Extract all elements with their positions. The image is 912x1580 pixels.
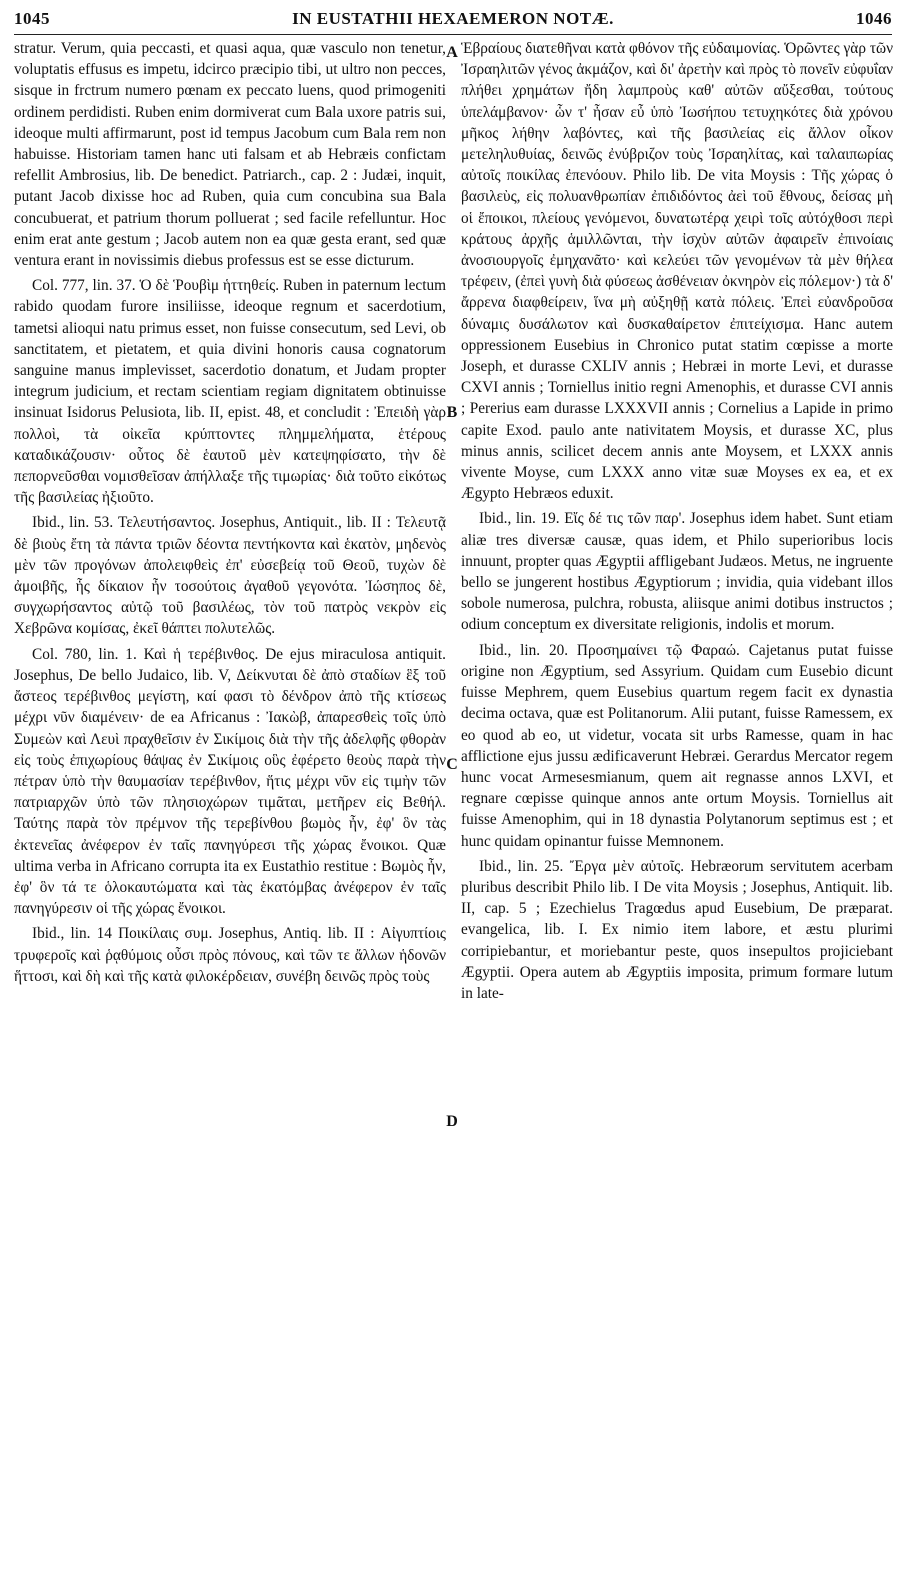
margin-marker-a: A — [446, 44, 458, 61]
paragraph: Ibid., lin. 14 Ποικίλαις συμ. Josephus, Antiq. lib. II : Αἰγυπτίοις τρυφεροῖς καὶ ῥᾳθύμοις οὖσι πρὸς πόνους, καὶ τῶν τε ἄλλων ἡδονῶν ἥττοσι, καὶ δὴ καὶ τῆς κατὰ φιλοκέρδειαν, συνέβη δεινῶς πρὸς τοὺς — [14, 925, 446, 985]
paragraph: Ibid., lin. 20. Προσημαίνει τῷ Φαραώ. Cajetanus putat fuisse origine non Ægyptium, sed Assyrium. Quidam cum Eusebio dicunt fuisse Mephrem, quem Eusebius quartum regem facit ex dynastia decima octava, quæ est Politanorum. Alii putant, fuisse Ramessem, ex eo quod ab eo, ut videtur, vocata sit urbs Ramesse, quam in hac afflictione ejus jussu ædificaverunt Hebræi. Gerardus Mercator regem hunc vocat Armesesmianum, quem ait regnasse annos LXVI, et regnare cœpisse quinque annos ante ortum Moysis. Torniellus ait fuisse Amenophim, qui in 18 dynastia Polytanorum septimus est ; et hunc quidam opinantur fuisse Memnonem. — [461, 641, 893, 850]
paragraph: Ibid., lin. 25. Ἔργα μὲν αὐτοῖς. Hebræorum servitutem acerbam pluribus describit Philo lib. I De vita Moysis ; Josephus, Antiquit. lib. II, cap. 5 ; Ezechielus Tragœdus apud Eusebium, De præparat. evangelica, lib. I. Ex nimio item labore, et æstu plurimi corripiebantur, et moriebantur peste, quos insepultos projiciebant Ægyptii. Opera autem ab Ægyptiis imposita, primum formare lutum in late- — [461, 857, 893, 1002]
paragraph: Ἑβραίους διατεθῆναι κατὰ φθόνον τῆς εὐδαιμονίας. Ὁρῶντες γὰρ τῶν Ἰσραηλιτῶν γένος ἀκμάζον, καὶ δι' ἀρετὴν καὶ πρὸς τὸ πονεῖν εὐφυΐαν πλήθει χρημάτων ἤδη λαμπροὺς καθ' αὐτῶν αὔξεσθαι, τούτους ὑπελάμβανον· ὧν τ' ἦσαν εὖ ὑπὸ Ἰωσήπου τετυχηκότες διὰ χρόνου μῆκος λήθην λαβόντες, καὶ τῆς βασιλείας εἰς ἄλλον οἶκον μετεληλυθυίας, δεινῶς ἐνύβριζον τοὺς Ἰσραηλίτας, καὶ ταλαιπωρίας αὐτοῖς ποικίλας ἐπενόουν. Philo lib. De vita Moysis : Τῆς χώρας ὁ βασιλεὺς, εἰς πολυανθρωπίαν ἐπιδιδόντος ἀεὶ τοῦ ἔθνους, δείσας μὴ οἱ ἔποικοι, πλείους γενόμενοι, δυνατωτέρᾳ χειρὶ τοῖς αὐτόχθοσι περὶ κράτους ἀρχῆς ἁμιλλῶνται, τὴν ἰσχὺν αὐτῶν ἀφαιρεῖν ἐπινοίαις ἀνοσιουργοῖς ἐμηχανᾶτο· καὶ κελεύει τῶν γενομένων τὰ μὲν θήλεα τρέφειν, (ἐπεὶ γυνὴ διὰ φύσεως ἀσθένειαν ὀκνηρὸν εἰς πόλεμον·) τὰ δ' ἄρρενα διαφθείρειν, ἵνα μὴ αὐξηθῇ κατὰ πόλεις. Ἐπεὶ εὐανδροῦσα δύναμις δυσάλωτον καὶ δυσκαθαίρετον ἐπιτείχισμα. Hanc autem oppressionem Eusebius in Chronico putat statim cœpisse a morte Joseph, et durasse CXLIV annis ; Hebræi in morte Levi, et durasse CXVI annis ; Torniellus initio regni Amenophis, et durasse CVI annis ; Pererius eam durasse LXXXVII annis ; Cornelius a Lapide in primo capite Exod. paulo ante nativitatem Moysis, et durasse XC, plus minus annis, scilicet decem annis ante Moysem, et LXXX annis vivente Moyse, cum LXXX anno vitæ suæ Moyses ex ea, et ex Ægypto Hebræos eduxit. — [461, 40, 893, 503]
page-number-left: 1045 — [14, 9, 50, 28]
margin-marker-b: B — [446, 404, 458, 421]
paragraph: stratur. Verum, quia peccasti, et quasi aqua, quæ vasculo non tenetur, voluptatis effusus es impetu, idcirco præcipio tibi, ut ultro non pecces, sisque in frctrum numero pœnam ex peccato luens, quod primogeniti ordinem perdidisti. Ruben enim dormiverat cum Bala uxore patris sui, ideoque multi affirmarunt, post id tempus Jacobum cum Bala rem non habuisse. Historiam tamen hanc uti falsam et ab Hebræis confictam refellit Ambrosius, lib. De benedict. Patriarch., cap. 2 : Judæi, inquit, putant Jacob dixisse hoc ad Ruben, quia cum concubina sua Bala concubuerat, et patrium thorum polluerat ; sed facile refelluntur. Hoc enim erat ante gestum ; Jacob autem non ea quæ gesta erant, sed quæ ventura erant in novissimis diebus professus est se esse dicturum. — [14, 40, 446, 270]
running-title: IN EUSTATHII HEXAEMERON NOTÆ. — [292, 9, 614, 28]
margin-marker-d: D — [446, 1113, 458, 1130]
paragraph: Ibid., lin. 53. Τελευτήσαντος. Josephus, Antiquit., lib. II : Τελευτᾷ δὲ βιοὺς ἔτη τὰ πάντα τριῶν δέοντα πεντήκοντα καὶ ἑκατὸν, μηδενὸς μὲν τῶν προγόνων ἀπολειφθεὶς ἐπ' εὐσεβείᾳ τοῦ Θεοῦ, τυχὼν δὲ ἀμοιβῆς, ἧς δίκαιον ἦν τοσούτοις ἀγαθοῦ γεγονότα. Ἰώσηπος δὲ, συγχωρήσαντος αὐτῷ τοῦ βασιλέως, τὸν τοῦ πατρὸς νεκρὸν εἰς Χεβρῶνα κομίσας, ἐκεῖ θάπτει πολυτελῶς. — [14, 514, 446, 638]
running-header — [14, 4, 892, 35]
paragraph: Ibid., lin. 19. Εἴς δέ τις τῶν παρ'. Josephus idem habet. Sunt etiam aliæ tres diversæ causæ, quas idem, et Philo superioribus locis innuunt, propter quas Ægyptii affligebant Judæos. Metus, ne ingruente bello se jungerent hostibus Ægyptiorum ; invidia, quia videbant illos sobole numerosa, pulchra, robusta, aliisque animi dotibus instructos ; odium conceptum ex diversitate religionis, indolis et morum. — [461, 510, 893, 634]
left-column — [14, 38, 446, 1574]
page-number-right: 1046 — [856, 9, 892, 28]
paragraph: Col. 777, lin. 37. Ὁ δὲ Ῥουβὶμ ἡττηθείς. Ruben in paternum lectum rabido quodam furore insiliisse, ideoque regnum et sacerdotium, tametsi alioqui natu primus esset, non fuisse consecutum, sed Levi, ob sanctitatem, et pietatem, et quia divini honoris causa cognatorum sanguine manus implevisset, sacerdotio donatum, et Judam propter integrum judicium, et rectam scientiam regiam dignitatem obtinuisse insinuat Isidorus Pelusiota, lib. II, epist. 48, et concludit : Ἐπειδὴ γὰρ πολλοὶ, τὰ οἰκεῖα κρύπτοντες πλημμελήματα, ἑτέρους καταδικάζουσιν· οὗτος δὲ ἑαυτοῦ μὲν κατεψηφίσατο, τὴν δὲ πεπορνεῦσθαι νομισθεῖσαν ἀπήλλαξε τῆς τιμωρίας· διὰ τοῦτο εἰκότως τῆς βασιλείας ἠξιοῦτο. — [14, 277, 446, 507]
margin-marker-c: C — [446, 756, 458, 773]
paragraph: Col. 780, lin. 1. Καὶ ἡ τερέβινθος. De ejus miraculosa antiquit. Josephus, De bello Judaico, lib. V, Δείκνυται δὲ ἀπὸ σταδίων ἓξ τοῦ ἄστεος τερέβινθος μεγίστη, καί φασι τὸ δένδρον ἀπὸ τῆς κτίσεως μέχρι νῦν διαμένειν· de ea Africanus : Ἰακὼβ, ἀπαρεσθεὶς τοῖς ὑπὸ Συμεὼν καὶ Λευὶ πραχθεῖσιν ἐν Σικίμοις διὰ τὴν τῆς ἀδελφῆς φθορὰν εἰς τοὺς ἐπιχωρίους θάψας ἐν Σικίμοις οὓς ἐφέρετο θεοὺς παρὰ τὴν πέτραν ὑπὸ τὴν θαυμασίαν τερέβινθον, ἥτις μέχρι νῦν εἰς τιμὴν τῶν πατριαρχῶν ὑπὸ τῶν πλησιοχώρων τιμᾶται, μετῆρεν εἰς Βεθήλ. Ταύτης παρὰ τὸν πρέμνον τῆς τερεβίνθου βωμὸς ἦν, ἐφ' ὃν τὰς ἐκτενεῖας ἀνέφερον ἐν ταῖς πανηγύρεσι τῆς χώρας ἔνοικοι. Quæ ultima verba in Africano corrupta ita ex Eustathio restitue : Βωμὸς ἦν, ἐφ' ὃν τά τε ὁλοκαυτώματα καὶ τὰς ἑκατόμβας ἀνέφερον ἐν ταῖς πανηγύρεσιν οἱ τῆς χώρας ἔνοικοι. — [14, 645, 446, 918]
right-column — [461, 38, 893, 1574]
